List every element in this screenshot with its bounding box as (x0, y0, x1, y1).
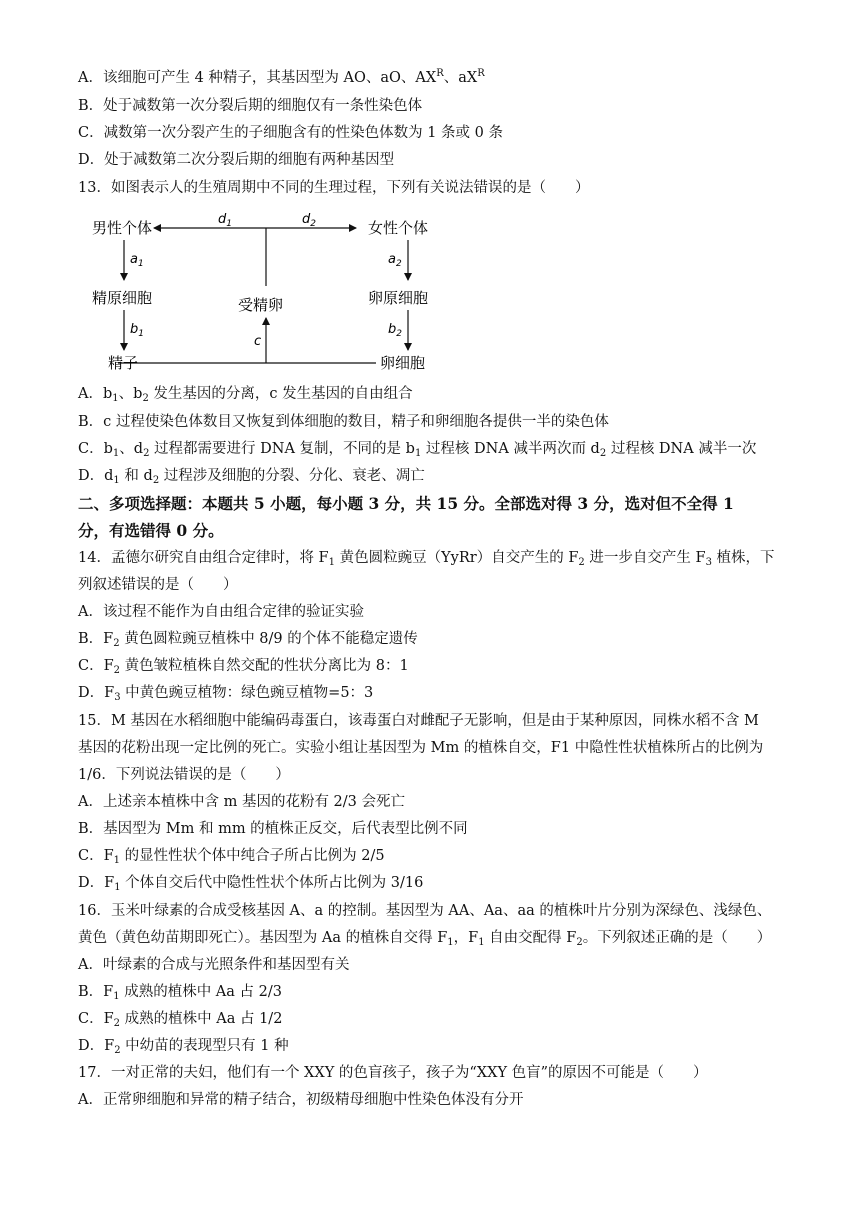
node-sperm: 精子 (108, 354, 139, 372)
q15-stem-line2: 基因的花粉出现一定比例的死亡。实验小组让基因型为 Mm 的植株自交，F1 中隐性性状植株所占的比例为 (78, 740, 764, 756)
label-c: c (254, 334, 262, 349)
q13-option-d: D．$d_1$ 和 $d_2$ 过程涉及细胞的分裂、分化、衰老、凋亡 (78, 468, 425, 486)
q12-option-d: D．处于减数第二次分裂后期的细胞有两种基因型 (78, 152, 395, 168)
q15-option-d: D．$F_1$ 个体自交后代中隐性性状个体所占比例为 3/16 (78, 875, 424, 893)
q13-stem: 13．如图表示人的生殖周期中不同的生理过程，下列有关说法错误的是（ ） (78, 180, 590, 196)
q16-option-d: D．$F_2$ 中幼苗的表现型只有 1 种 (78, 1038, 289, 1056)
q12-option-c: C．减数第一次分裂产生的子细胞含有的性染色体数为 1 条或 0 条 (78, 125, 503, 141)
label-b1: $b_1$ (130, 322, 144, 339)
q14-option-d: D．$F_3$ 中黄色豌豆植物：绿色豌豆植物=5：3 (78, 685, 374, 703)
q16-option-c: C．$F_2$ 成熟的植株中 Aa 占 1/2 (78, 1011, 283, 1029)
q16-option-a: A．叶绿素的合成与光照条件和基因型有关 (78, 957, 350, 973)
section-heading-line1: 二、多项选择题：本题共 5 小题，每小题 3 分，共 15 分。全部选对得 3 分，选对但不全得 1 (78, 494, 734, 513)
node-egg: 卵细胞 (380, 354, 426, 372)
q13-option-a: A．$b_1$、$b_2$ 发生基因的分离，c 发生基因的自由组合 (78, 386, 413, 404)
node-female: 女性个体 (368, 219, 429, 237)
section-heading-line2: 分，有选错得 0 分。 (78, 521, 224, 540)
q16-stem-line1: 16．玉米叶绿素的合成受核基因 A、a 的控制。基因型为 AA、Aa、aa 的植株叶片分别为深绿色、浅绿色、 (78, 903, 772, 919)
q14-stem-line2: 列叙述错误的是（ ） (78, 577, 238, 593)
q12-option-a: A．该细胞可产生 4 种精子，其基因型为 AO、aO、$AX^R$、$aX^R$ (78, 68, 485, 86)
q17-option-a: A．正常卵细胞和异常的精子结合，初级精母细胞中性染色体没有分开 (78, 1092, 524, 1108)
node-spermatogonium: 精原细胞 (92, 289, 153, 307)
q15-option-b: B．基因型为 Mm 和 mm 的植株正反交，后代表型比例不同 (78, 821, 468, 837)
node-zygote: 受精卵 (238, 296, 284, 314)
q17-stem: 17．一对正常的夫妇，他们有一个 XXY 的色盲孩子，孩子为“XXY 色盲”的原因不可能是（ ） (78, 1065, 708, 1081)
q15-stem-line3: 1/6．下列说法错误的是（ ） (78, 767, 290, 783)
reproduction-cycle-diagram (86, 206, 446, 376)
q14-option-c: C．$F_2$ 黄色皱粒植株自然交配的性状分离比为 8：1 (78, 658, 409, 676)
label-a1: $a_1$ (130, 252, 144, 269)
label-b2: $b_2$ (388, 322, 402, 339)
q16-option-b: B．$F_1$ 成熟的植株中 Aa 占 2/3 (78, 984, 282, 1002)
label-d1: $d_1$ (218, 212, 232, 229)
q14-option-b: B．$F_2$ 黄色圆粒豌豆植株中 8/9 的个体不能稳定遗传 (78, 631, 418, 649)
q14-stem-line1: 14．孟德尔研究自由组合定律时，将 $F_1$ 黄色圆粒豌豆（YyRr）自交产生的 $F_2$ 进一步自交产生 $F_3$ 植株，下 (78, 550, 775, 568)
q16-stem-line2: 黄色（黄色幼苗期即死亡）。基因型为 Aa 的植株自交得 $F_1$，$F_1$ 自由交配得 $F_2$。下列叙述正确的是（ ） (78, 930, 772, 948)
q13-option-b: B．c 过程使染色体数目又恢复到体细胞的数目，精子和卵细胞各提供一半的染色体 (78, 414, 609, 430)
node-oogonium: 卵原细胞 (368, 289, 429, 307)
label-a2: $a_2$ (388, 252, 402, 269)
label-d2: $d_2$ (302, 212, 316, 229)
q12-option-b: B．处于减数第一次分裂后期的细胞仅有一条性染色体 (78, 98, 423, 114)
q14-option-a: A．该过程不能作为自由组合定律的验证实验 (78, 604, 364, 620)
node-male: 男性个体 (92, 219, 153, 237)
q15-stem-line1: 15．M 基因在水稻细胞中能编码毒蛋白，该毒蛋白对雌配子无影响，但是由于某种原因，同株水稻不含 M (78, 713, 759, 729)
q15-option-c: C．$F_1$ 的显性性状个体中纯合子所占比例为 2/5 (78, 848, 385, 866)
q13-option-c: C．$b_1$、$d_2$ 过程都需要进行 DNA 复制，不同的是 $b_1$ 过程核 DNA 减半两次而 $d_2$ 过程核 DNA 减半一次 (78, 441, 757, 459)
q15-option-a: A．上述亲本植株中含 m 基因的花粉有 2/3 会死亡 (78, 794, 405, 810)
